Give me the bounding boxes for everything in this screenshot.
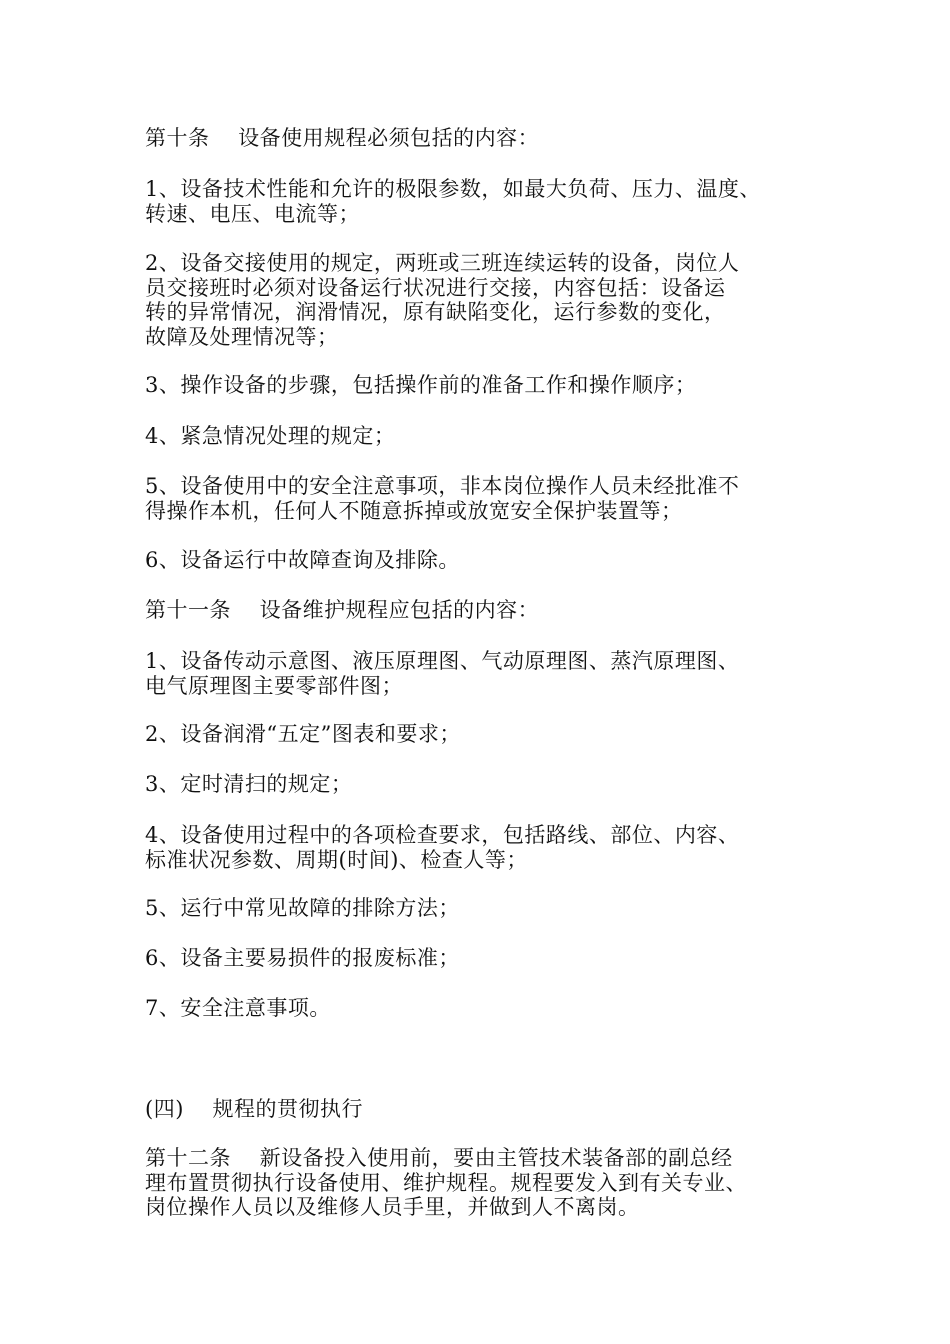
text-line: 3、定时清扫的规定； <box>145 772 353 796</box>
text-line: 岗位操作人员以及维修人员手里，并做到人不离岗。 <box>145 1195 640 1219</box>
article-10-item-4 <box>145 424 825 449</box>
text-line: 故障及处理情况等； <box>145 324 339 349</box>
text-line: 6、设备主要易损件的报废标准； <box>145 946 460 970</box>
article-10-item-1 <box>145 177 825 226</box>
text-line: 4、设备使用过程中的各项检查要求，包括路线、部位、内容、 <box>145 823 740 847</box>
text-line: 理布置贯彻执行设备使用、维护规程。规程要发入到有关专业、 <box>145 1170 747 1195</box>
text-line: 5、运行中常见故障的排除方法； <box>145 896 460 920</box>
text-line: 员交接班时必须对设备运行状况进行交接，内容包括：设备运 <box>145 275 726 300</box>
text-line: 1、设备传动示意图、液压原理图、气动原理图、蒸汽原理图、 <box>145 649 740 673</box>
text-line: 6、设备运行中故障查询及排除。 <box>145 548 460 572</box>
article-11-item-5 <box>145 896 825 921</box>
article-12 <box>145 1146 825 1220</box>
text-line: 2、设备润滑“五定”图表和要求； <box>145 722 461 746</box>
text-line: 1、设备技术性能和允许的极限参数，如最大负荷、压力、温度、 <box>145 177 761 201</box>
text-line: 3、操作设备的步骤，包括操作前的准备工作和操作顺序； <box>145 373 697 397</box>
article-11-item-4 <box>145 823 825 872</box>
text-line: 4、紧急情况处理的规定； <box>145 424 396 448</box>
article-10-item-3 <box>145 373 825 398</box>
text-line: (四) 规程的贯彻执行 <box>145 1097 364 1121</box>
text-line: 第十二条 新设备投入使用前，要由主管技术装备部的副总经 <box>145 1146 733 1170</box>
text-line: 2、设备交接使用的规定，两班或三班连续运转的设备，岗位人 <box>145 251 740 275</box>
text-line: 5、设备使用中的安全注意事项，非本岗位操作人员未经批准不 <box>145 474 740 498</box>
text-line: 7、安全注意事项。 <box>145 996 331 1020</box>
text-line: 转的异常情况，润滑情况，原有缺陷变化，运行参数的变化， <box>145 300 726 324</box>
article-11-item-3 <box>145 772 825 797</box>
article-10-item-5 <box>145 474 825 523</box>
article-10-item-6 <box>145 548 825 573</box>
text-line: 转速、电压、电流等； <box>145 201 360 226</box>
text-line: 电气原理图主要零部件图； <box>145 673 403 698</box>
text-line: 得操作本机，任何人不随意拆掉或放宽安全保护装置等； <box>145 498 683 523</box>
section-4-heading <box>145 1097 825 1122</box>
article-11-item-1 <box>145 649 825 698</box>
article-11-item-2 <box>145 722 825 747</box>
article-10-item-2 <box>145 251 825 349</box>
text-line: 第十一条 设备维护规程应包括的内容： <box>145 598 540 622</box>
text-line: 第十条 设备使用规程必须包括的内容： <box>145 126 540 150</box>
article-11-item-6 <box>145 946 825 971</box>
article-11-item-7 <box>145 996 825 1021</box>
article-11-heading <box>145 598 825 623</box>
article-10-heading <box>145 126 825 151</box>
text-line: 标准状况参数、周期(时间)、检查人等； <box>145 847 528 872</box>
